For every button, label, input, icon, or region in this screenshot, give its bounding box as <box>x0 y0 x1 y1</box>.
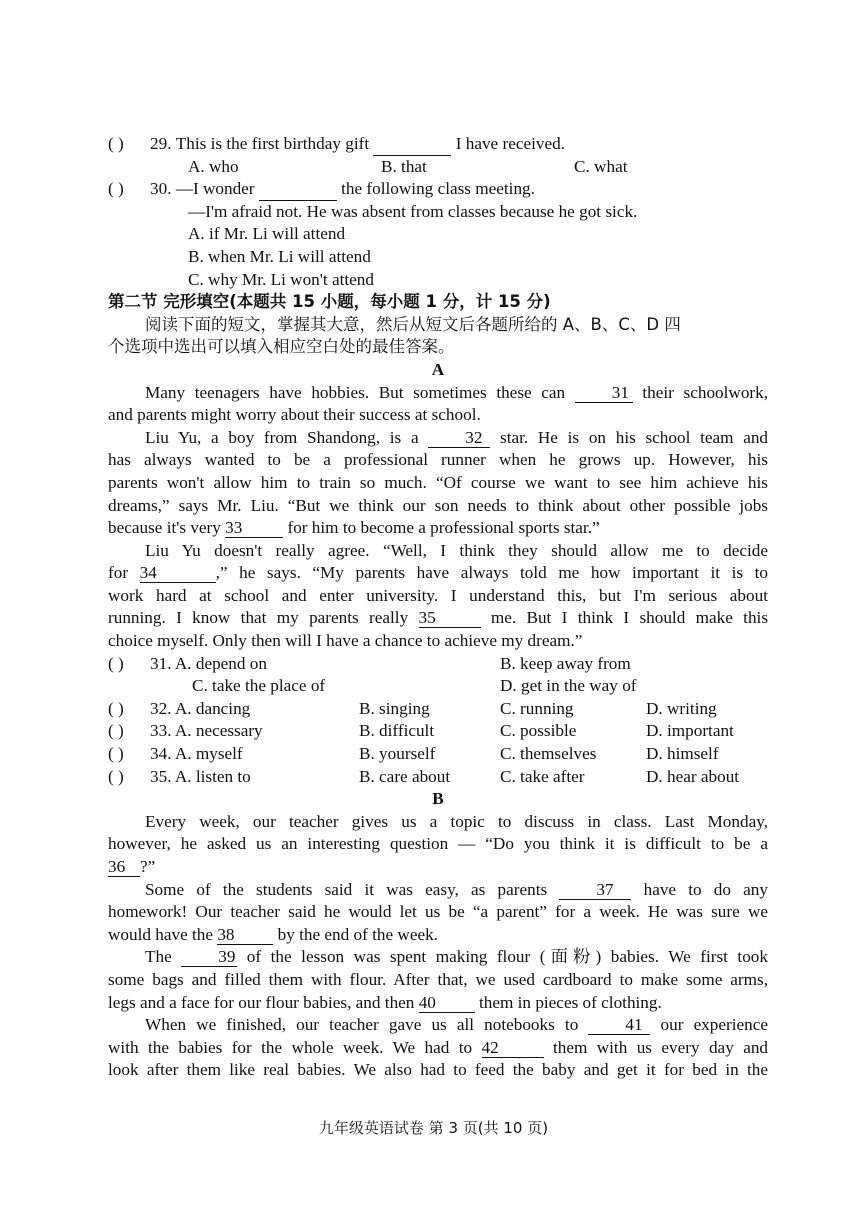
question-number: 29. <box>150 134 172 153</box>
option-b[interactable]: B. when Mr. Li will attend <box>188 246 371 266</box>
option-c[interactable]: C. why Mr. Li won't attend <box>188 269 374 289</box>
question-30 <box>108 178 768 201</box>
option-a[interactable]: A. dancing <box>174 698 251 718</box>
question-number: 33. <box>150 721 172 741</box>
passage-a-line: Liu Yu doesn't really agree. “Well, I think they should allow me to decide <box>145 540 768 560</box>
question-30-reply: —I'm afraid not. He was absent from classes because he got sick. <box>188 201 638 221</box>
option-d[interactable]: D. hear about <box>646 766 740 786</box>
passage-a-line: dreams,” says Mr. Liu. “But we think our son needs to think about other possible jobs <box>108 495 768 515</box>
blank-36[interactable]: 36 <box>108 857 140 877</box>
option-a[interactable]: A. depend on <box>174 653 267 673</box>
passage-b-line: look after them like real babies. We also had to feed the baby and get it for bed in the <box>108 1060 768 1080</box>
question-34 <box>108 743 768 766</box>
passage-b-line: would have the 38 by the end of the week. <box>108 924 438 944</box>
question-number: 35. <box>150 766 172 786</box>
option-b[interactable]: B. care about <box>359 766 451 786</box>
page-footer: 九年级英语试卷 第 3 页(共 10 页) <box>318 1119 549 1137</box>
passage-a-letter: A <box>431 359 445 379</box>
option-d[interactable]: D. himself <box>646 744 719 764</box>
question-number: 34. <box>150 744 172 764</box>
question-text: the following class meeting. <box>341 179 535 199</box>
answer-paren[interactable]: ( ) <box>108 698 124 718</box>
passage-b-line: Every week, our teacher gives us a topic to discuss in class. Last Monday, <box>145 811 768 831</box>
question-number: 30. <box>150 179 172 199</box>
question-35 <box>108 766 768 789</box>
passage-a-line: choice myself. Only then will I have a chance to achieve my dream.” <box>108 631 583 651</box>
answer-paren[interactable]: ( ) <box>108 766 124 786</box>
question-31-cd <box>108 675 768 698</box>
answer-paren[interactable]: ( ) <box>108 744 124 764</box>
answer-paren[interactable]: ( ) <box>108 134 124 153</box>
passage-a-line: because it's very 33 for him to become a professional sports star.” <box>108 518 600 538</box>
blank-32[interactable]: 32 <box>428 428 490 448</box>
option-a[interactable]: A. if Mr. Li will attend <box>188 224 346 244</box>
blank-41[interactable]: 41 <box>588 1015 650 1035</box>
passage-a-line: running. I know that my parents really 35 me. But I think I should make this <box>108 608 769 628</box>
option-d[interactable]: D. important <box>646 721 734 741</box>
blank-38[interactable]: 38 <box>217 925 273 945</box>
blank-39[interactable]: 39 <box>181 947 237 967</box>
blank-35[interactable]: 35 <box>419 608 481 628</box>
blank-40[interactable]: 40 <box>419 993 475 1013</box>
blank-37[interactable]: 37 <box>559 880 631 900</box>
option-b[interactable]: B. that <box>381 156 427 176</box>
question-number: 31. <box>150 653 172 673</box>
passage-b-line: Some of the students said it was easy, as parents 37 have to do any <box>145 879 768 899</box>
option-b[interactable]: B. singing <box>359 698 430 718</box>
option-c[interactable]: C. what <box>574 156 628 176</box>
passage-b-line: with the babies for the whole week. We had to 42 them with us every day and <box>108 1037 769 1057</box>
passage-b-line: The 39 of the lesson was spent making flour (面粉) babies. We first took <box>145 947 768 967</box>
blank-42[interactable]: 42 <box>482 1038 544 1058</box>
passage-b-line: some bags and filled them with flour. After that, we used cardboard to make some arms, <box>108 969 768 989</box>
blank-34[interactable]: 34 <box>140 563 216 583</box>
passage-b-letter: B <box>432 789 444 809</box>
option-c[interactable]: C. possible <box>500 721 577 741</box>
passage-b-line: When we finished, our teacher gave us all notebooks to 41 our experience <box>145 1015 769 1035</box>
passage-b-line: legs and a face for our flour babies, and then 40 them in pieces of clothing. <box>108 992 662 1012</box>
section-instruction: 阅读下面的短文，掌握其大意，然后从短文后各题所给的 A、B、C、D 四 <box>145 314 681 334</box>
option-c[interactable]: C. take after <box>500 766 585 786</box>
question-text: This is the first birthday gift <box>175 134 370 153</box>
option-d[interactable]: D. writing <box>646 698 717 718</box>
answer-blank[interactable] <box>259 178 337 201</box>
blank-31[interactable]: 31 <box>575 383 633 403</box>
option-a[interactable]: A. who <box>188 156 239 176</box>
section-instruction: 个选项中选出可以填入相应空白处的最佳答案。 <box>108 337 455 357</box>
option-d[interactable]: D. get in the way of <box>500 676 637 696</box>
passage-a-line: Liu Yu, a boy from Shandong, is a 32 star. He is on his school team and <box>145 427 769 447</box>
option-b[interactable]: B. yourself <box>359 744 436 764</box>
option-a[interactable]: A. necessary <box>174 721 263 741</box>
passage-a-line: for 34 ,” he says. “My parents have always told me how important it is to <box>108 563 768 583</box>
question-text: —I wonder <box>175 179 255 199</box>
answer-paren[interactable]: ( ) <box>108 179 124 199</box>
option-c[interactable]: C. themselves <box>500 744 597 764</box>
option-b[interactable]: B. difficult <box>359 721 435 741</box>
question-text: I have received. <box>455 134 565 153</box>
passage-a-line: has always wanted to be a professional runner when he grows up. However, his <box>108 450 768 470</box>
answer-paren[interactable]: ( ) <box>108 721 124 741</box>
option-b[interactable]: B. keep away from <box>500 653 631 673</box>
question-31 <box>108 653 768 676</box>
option-a[interactable]: A. listen to <box>174 766 251 786</box>
passage-a-line: work hard at school and enter university. I understand this, but I'm serious about <box>108 585 768 605</box>
option-a[interactable]: A. myself <box>174 744 243 764</box>
question-32 <box>108 698 768 721</box>
answer-paren[interactable]: ( ) <box>108 653 124 673</box>
exam-page <box>108 133 768 1082</box>
section-heading: 第二节 完形填空(本题共 15 小题，每小题 1 分，计 15 分) <box>108 292 551 312</box>
question-29 <box>108 133 768 156</box>
passage-b-line: however, he asked us an interesting question — “Do you think it is difficult to be a <box>108 834 768 854</box>
passage-b-line: homework! Our teacher said he would let us be “a parent” for a week. He was sure we <box>108 902 768 922</box>
option-c[interactable]: C. running <box>500 698 574 718</box>
options-29 <box>108 156 768 179</box>
question-33 <box>108 720 768 743</box>
question-number: 32. <box>150 698 172 718</box>
passage-a-line: Many teenagers have hobbies. But sometimes these can 31 their schoolwork, <box>145 382 769 402</box>
passage-a-line: parents won't allow him to train so much. “Of course we want to see him achieve his <box>108 472 768 492</box>
option-c[interactable]: C. take the place of <box>192 676 326 696</box>
passage-a-line: and parents might worry about their success at school. <box>108 405 481 425</box>
answer-blank[interactable] <box>373 133 451 156</box>
blank-33[interactable]: 33 <box>225 518 283 538</box>
passage-b-line: 36 ?” <box>108 857 156 876</box>
